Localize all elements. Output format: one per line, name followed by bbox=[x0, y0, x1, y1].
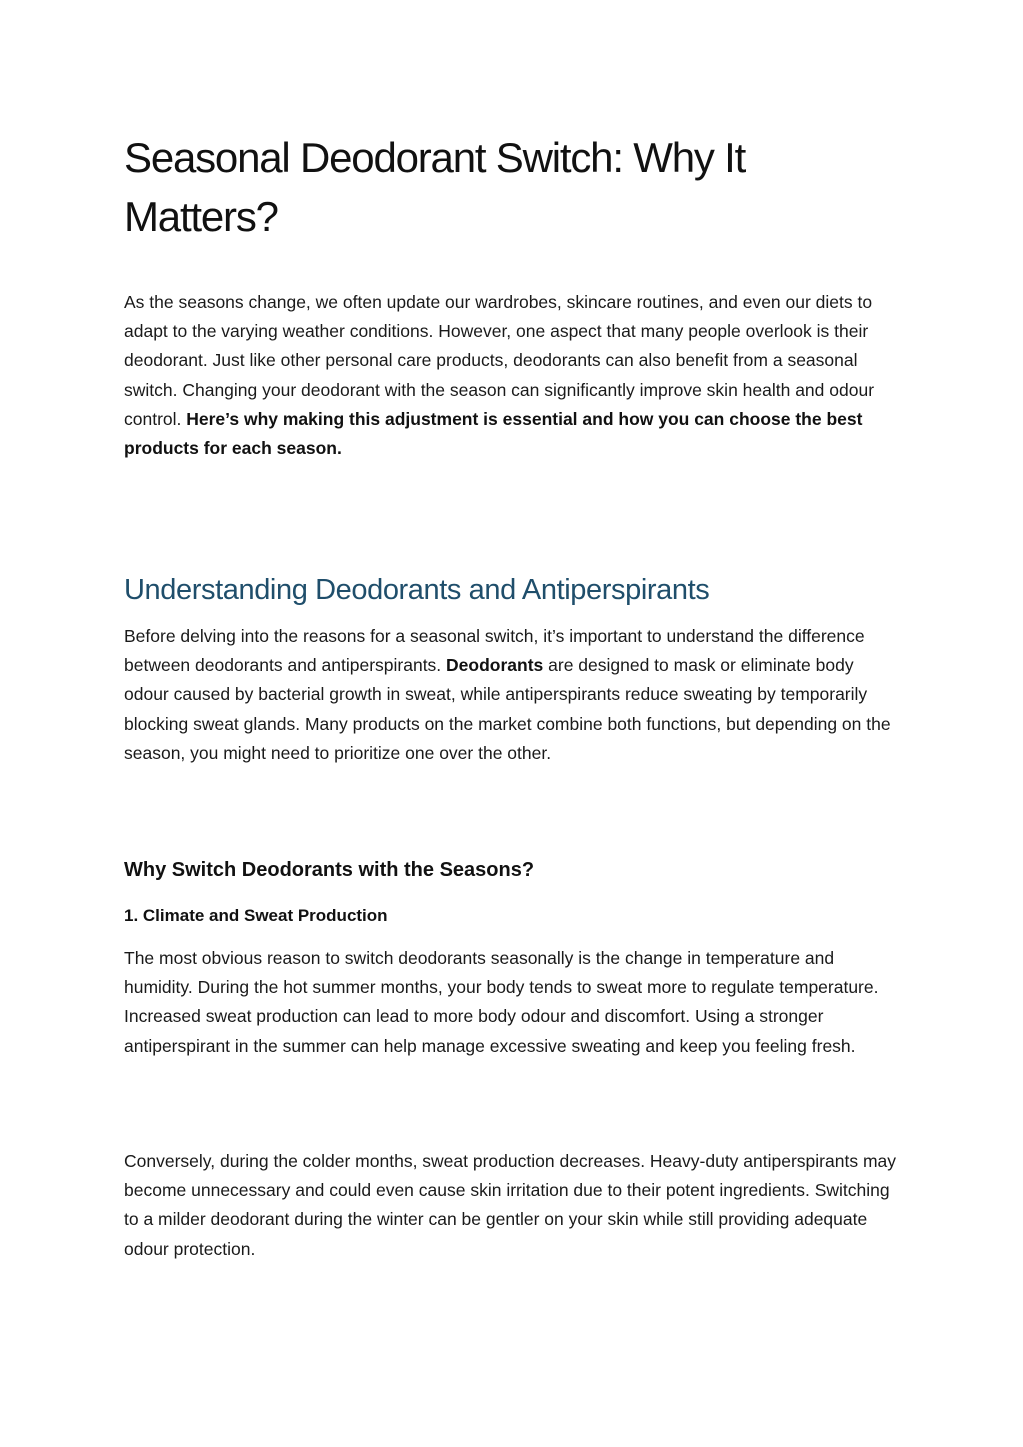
intro-paragraph bbox=[124, 288, 899, 463]
intro-bold-text: Here’s why making this adjustment is essential and how you can choose the best products for each season. bbox=[124, 408, 863, 459]
climate-paragraph: The most obvious reason to switch deodorants seasonally is the change in temperature and humidity. During the hot summer months, your body tends to sweat more to regulate temperature. Increased sweat production can lead to more body odour and discomfort. Using a stronger antiperspirant in the summer can help manage excessive sweating and keep you feeling fresh. bbox=[124, 948, 879, 1056]
understanding-text-before: Before delving into the reasons for a seasonal switch, it’s important to understand the difference between deodorants and antiperspirants. bbox=[124, 626, 865, 676]
section-heading-why-switch: Why Switch Deodorants with the Seasons? bbox=[124, 859, 535, 881]
page-title: Seasonal Deodorant Switch: Why It Matters? bbox=[124, 134, 746, 240]
section-heading-understanding: Understanding Deodorants and Antiperspirants bbox=[124, 574, 710, 606]
deodorants-bold-term: Deodorants bbox=[446, 655, 544, 676]
intro-text: As the seasons change, we often update our wardrobes, skincare routines, and even our diets to adapt to the varying weather conditions. However, one aspect that many people overlook is their deodorant. Just like other personal care products, deodorants can also benefit from a seasonal switch. Changing your deodorant with the season can significantly improve skin health and odour control. bbox=[124, 292, 875, 429]
understanding-text-after: are designed to mask or eliminate body odour caused by bacterial growth in sweat, while antiperspirants reduce sweating by temporarily blocking sweat glands. Many products on the market combine both functions, but depending on the season, you might need to prioritize one over the other. bbox=[124, 655, 891, 763]
colder-months-paragraph: Conversely, during the colder months, sweat production decreases. Heavy-duty antiperspirants may become unnecessary and could even cause skin irritation due to their potent ingredients. Switching to a milder deodorant during the winter can be gentler on your skin while still providing adequate odour protection. bbox=[124, 1151, 896, 1259]
subheading-climate: 1. Climate and Sweat Production bbox=[124, 906, 388, 925]
understanding-paragraph bbox=[124, 622, 899, 768]
